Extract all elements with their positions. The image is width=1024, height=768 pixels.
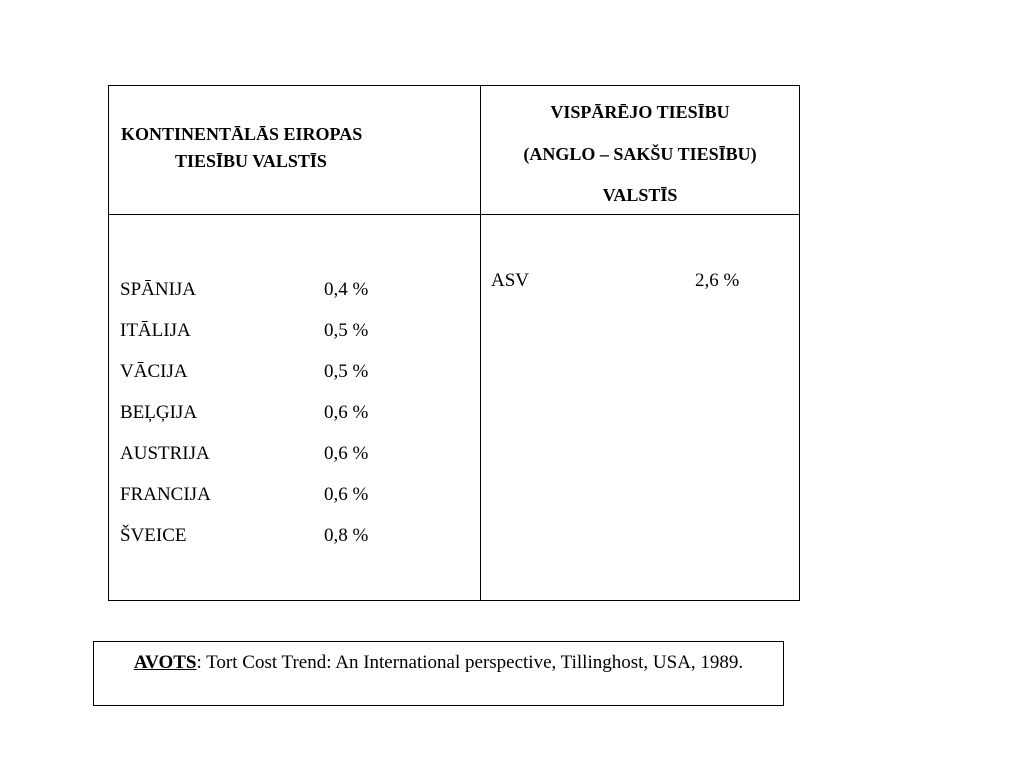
common-law-header-line2: (ANGLO – SAKŠU TIESĪBU): [523, 144, 757, 164]
country-name: AUSTRIJA: [120, 443, 210, 464]
comparison-table: [108, 85, 800, 601]
country-value: 0,5 %: [324, 361, 369, 382]
country-name: BEĻĢIJA: [120, 402, 198, 423]
source-label: AVOTS: [133, 652, 197, 673]
common-law-header-line1: VISPĀRĒJO TIESĪBU: [550, 102, 730, 122]
country-value: 0,6 %: [324, 443, 369, 464]
continental-header-line2: TIESĪBU VALSTĪS: [175, 151, 327, 171]
continental-header-line1: KONTINENTĀLĀS EIROPAS: [121, 124, 363, 144]
country-name: ITĀLIJA: [120, 320, 191, 341]
source-citation: [93, 641, 784, 706]
continental-europe-header: [109, 86, 480, 214]
country-name: VĀCIJA: [120, 361, 188, 382]
country-name: SPĀNIJA: [120, 279, 197, 300]
country-value: 0,4 %: [324, 279, 369, 300]
common-law-header-line3: VALSTĪS: [602, 185, 678, 205]
country-value: 2,6 %: [695, 270, 740, 291]
country-value: 0,6 %: [324, 402, 369, 423]
country-value: 0,8 %: [324, 525, 369, 546]
country-name: ŠVEICE: [120, 525, 187, 546]
country-value: 0,5 %: [324, 320, 369, 341]
source-text: : Tort Cost Trend: An International perspective, Tillinghost, USA, 1989.: [196, 652, 744, 673]
country-name: ASV: [491, 270, 530, 291]
country-name: FRANCIJA: [120, 484, 211, 505]
country-value: 0,6 %: [324, 484, 369, 505]
common-law-header: [481, 86, 799, 214]
header-divider: [109, 214, 799, 215]
